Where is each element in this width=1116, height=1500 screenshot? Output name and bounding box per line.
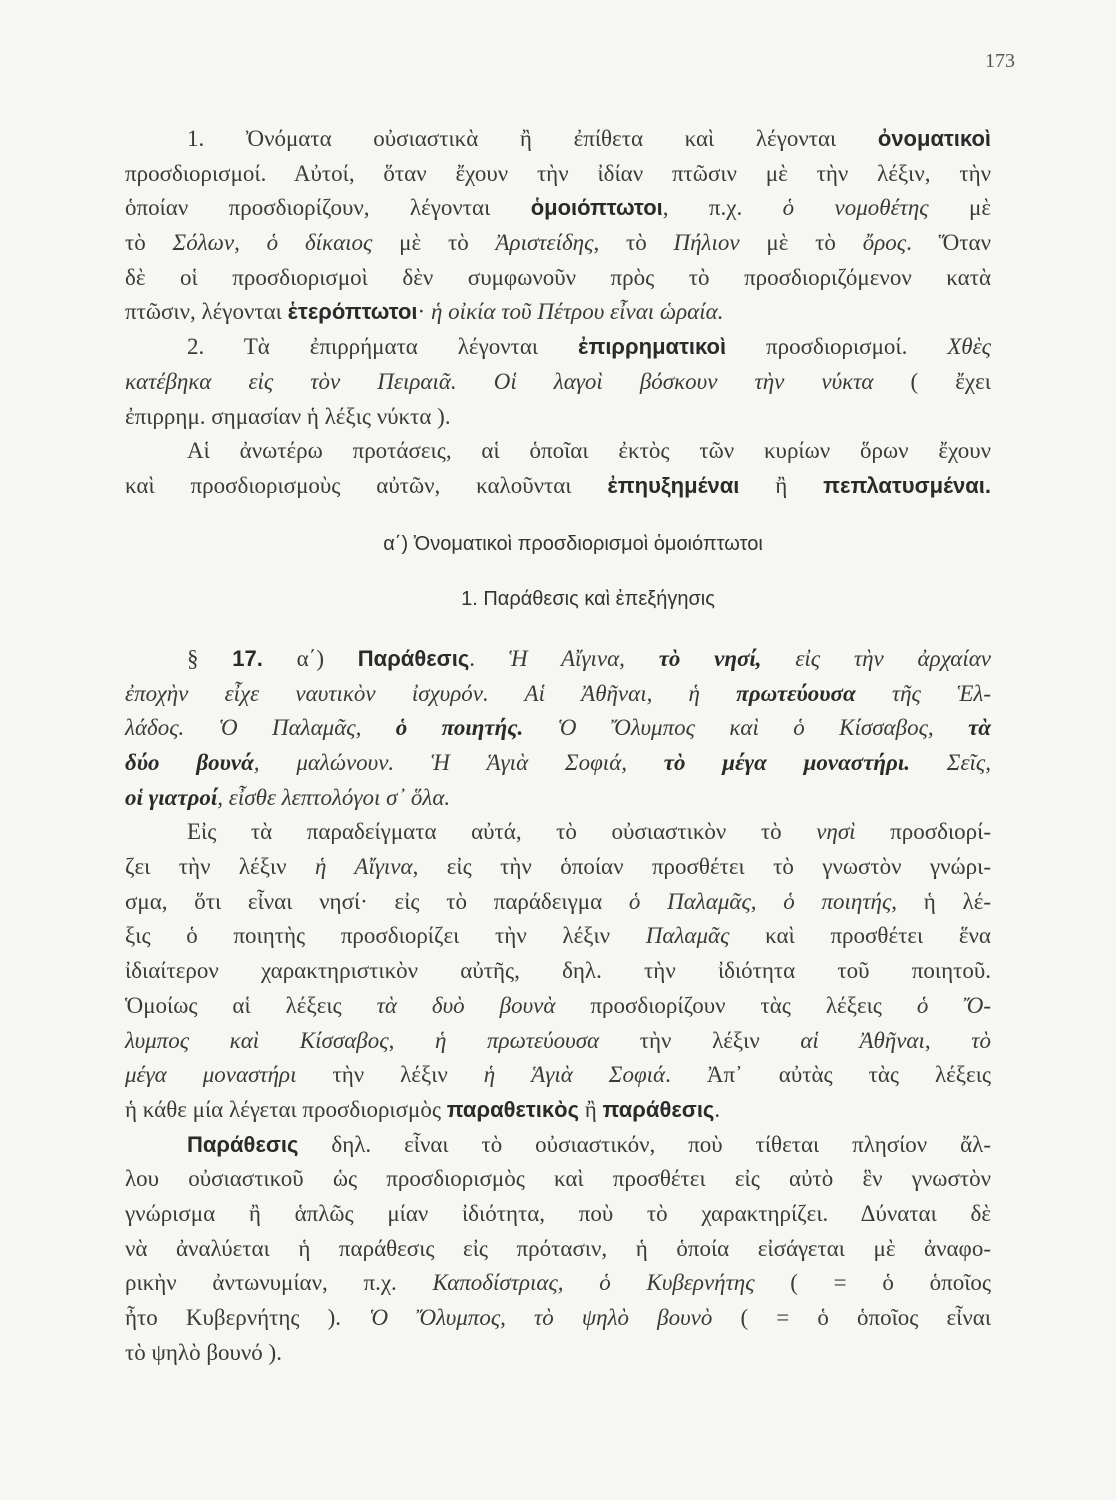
bold-term: οἱ γιατροί — [125, 784, 218, 810]
subsection-heading: 1. Παράθεσις καὶ ἐπεξήγησις — [461, 588, 715, 611]
italic-text: λυμπος καὶ Κίσσαβος — [125, 1027, 389, 1053]
text: . Ἀπ᾽ αὐτὰς τὰς λέξεις — [665, 1062, 992, 1088]
paragraph — [125, 330, 991, 434]
italic-text: Πήλιον — [673, 230, 740, 256]
text: ἦτο Κυβερνήτης ). — [125, 1305, 370, 1330]
text-line — [125, 1024, 991, 1059]
text: , π.χ. — [662, 195, 783, 221]
text-line — [125, 1093, 991, 1128]
text-line — [125, 157, 991, 192]
text-line — [125, 122, 991, 157]
bold-term: τὸ νησί, — [658, 645, 762, 671]
text-line — [125, 1128, 991, 1163]
text-line — [125, 226, 991, 261]
text: δὲ οἱ προσδιορισμοὶ δὲν συμφωνοῦν πρὸς τὸ προσδιοριζόμενον κατὰ — [125, 264, 991, 290]
text: προσδιορίζουν τὰς λέξεις — [555, 992, 917, 1018]
text-line — [125, 677, 991, 712]
text: καὶ προσθέτει ἕνα — [729, 923, 991, 949]
paragraph — [125, 642, 991, 815]
bold-term: ἐπιρρηματικοὶ — [578, 334, 727, 360]
text: ἰδιαίτερον χαρακτηριστικὸν αὐτῆς, δηλ. τὴν ἰδιότητα τοῦ ποιητοῦ. — [125, 958, 991, 984]
text: 2. Τὰ ἐπιρρήματα λέγονται — [187, 334, 579, 360]
text-line — [125, 711, 991, 746]
italic-text: ἡ Ἁγιὰ Σοφιά — [483, 1062, 666, 1088]
bold-term: παράθεσις — [602, 1096, 715, 1122]
italic-text: Σόλων, ὁ δίκαιος — [172, 230, 373, 256]
italic-text: Παλαμᾶς — [645, 923, 730, 949]
text: δηλ. εἶναι τὸ οὐσιαστικόν, ποὺ τίθεται πλησίον ἄλ- — [298, 1131, 991, 1157]
italic-text: Ὁ Ὄλυμπος καὶ ὁ Κίσσαβος, — [523, 715, 969, 741]
text: ὁποίαν προσδιορίζουν, λέγονται — [125, 195, 531, 221]
italic-text: ἡ πρωτεύουσα — [434, 1027, 600, 1053]
bold-term: ὀνοματικοὶ — [877, 126, 991, 151]
text: , ἡ λέ- — [891, 888, 992, 914]
text: ρικὴν ἀντωνυμίαν, π.χ. — [125, 1270, 433, 1296]
text: μὲ — [928, 195, 991, 221]
text: Εἰς τὰ παραδείγματα αὐτά, τὸ οὐσιαστικὸν τὸ — [187, 819, 817, 845]
paragraph — [125, 1128, 991, 1371]
text: προσδιορισμοί. Αὐτοί, ὅταν ἔχουν τὴν ἰδίαν πτῶσιν μὲ τὴν λέξιν, τὴν — [125, 160, 991, 186]
text-line — [125, 1266, 991, 1301]
bold-term: ὁ ποιητής. — [395, 715, 524, 741]
bold-term: Παράθεσις — [187, 1131, 299, 1157]
text: τὴν λέξιν — [296, 1062, 484, 1088]
italic-text: Σεῖς, — [910, 750, 991, 775]
text: μὲ τὸ — [372, 230, 496, 256]
text: καὶ προσδιορισμοὺς αὐτῶν, καλοῦνται — [125, 472, 608, 498]
page-body — [125, 122, 991, 1370]
italic-text: τὸ — [971, 1027, 992, 1053]
italic-text: ὄρος — [862, 230, 907, 256]
text: ( = ὁ ὁποῖος εἶναι — [712, 1305, 992, 1330]
text-line — [125, 642, 991, 677]
italic-text: εἰς τὴν ἀρχαίαν — [761, 645, 991, 671]
italic-text: Καποδίστριας, ὁ Κυβερνήτης — [432, 1270, 755, 1296]
text: προσδιορί- — [855, 819, 991, 845]
text-line — [125, 330, 991, 365]
text: ἡ κάθε μία λέγεται προσδιορισμὸς — [125, 1096, 447, 1122]
text: τὴν λέξιν — [599, 1027, 801, 1053]
text: , τὸ — [593, 230, 674, 256]
text-line — [125, 191, 991, 226]
text: τὸ ψηλὸ βουνό ). — [125, 1339, 282, 1365]
text-line — [125, 1162, 991, 1197]
paragraphs-top — [125, 122, 991, 504]
text-line — [125, 295, 991, 330]
text-line — [125, 1058, 991, 1093]
text: ἢ — [739, 472, 824, 498]
italic-text: ὁ Ὄ- — [916, 992, 992, 1018]
page-number: 173 — [985, 50, 1015, 72]
text-line — [125, 1232, 991, 1267]
text-line — [125, 1301, 991, 1336]
text-line — [125, 400, 991, 435]
italic-text: Ἀριστείδης — [495, 230, 594, 256]
text: ἢ — [579, 1096, 603, 1122]
text: ξις ὁ ποιητὴς προσδιορίζει τὴν λέξιν — [125, 923, 646, 949]
text: πτῶσιν, λέγονται — [125, 299, 288, 325]
bold-term: τὸ μέγα μοναστήρι. — [663, 750, 911, 775]
italic-text: , μαλώνουν. Ἡ Ἁγιὰ Σοφιά, — [253, 750, 664, 775]
text-line — [125, 989, 991, 1024]
bold-term: ἐπηυξημέναι — [607, 472, 740, 498]
text: Ὁμοίως αἱ λέξεις — [125, 992, 377, 1018]
text: 1. Ὀνόματα οὐσιαστικὰ ἢ ἐπίθετα καὶ λέγονται — [187, 126, 878, 151]
text: λου οὐσιαστικοῦ ὡς προσδιορισμὸς καὶ προσθέτει εἰς αὐτὸ ἓν γνωστὸν — [125, 1166, 991, 1192]
italic-text: ἡ οἰκία τοῦ Πέτρου εἶναι ὡραία. — [430, 299, 724, 325]
italic-text: , εἶσθε λεπτολόγοι σ᾽ ὅλα. — [217, 784, 451, 810]
text-line — [125, 815, 991, 850]
bold-term: πεπλατυσμέναι. — [823, 472, 992, 498]
italic-text: νησὶ — [816, 819, 856, 845]
bold-term: τὰ — [968, 715, 991, 741]
text: τὸ — [125, 230, 173, 256]
italic-text: Χθὲς — [947, 334, 991, 360]
text-line — [125, 954, 991, 989]
text: α΄) — [262, 645, 358, 671]
italic-text: τὰ δυὸ βουνὰ — [376, 992, 556, 1018]
bold-term: Παράθεσις — [357, 645, 470, 671]
text: . — [714, 1096, 721, 1122]
text-line — [125, 746, 991, 781]
text: · — [417, 299, 431, 325]
section-heading: α΄) Ὀνοματικοὶ προσδιορισμοὶ ὁμοιόπτωτοι — [383, 532, 763, 555]
text: ( = ὁ ὁποῖος — [754, 1270, 991, 1296]
text-line — [125, 1336, 991, 1371]
paragraphs-bottom — [125, 642, 991, 1370]
text: γνώρισμα ἢ ἁπλῶς μίαν ἰδιότητα, ποὺ τὸ χαρακτηρίζει. Δύναται δὲ — [125, 1200, 991, 1226]
text: . Ὅταν — [906, 230, 991, 256]
text: . — [469, 645, 509, 671]
text: , εἰς τὴν ὁποίαν προσθέτει τὸ γνωστὸν γνώρι- — [412, 854, 991, 880]
text-line — [125, 434, 991, 469]
italic-text: κατέβηκα εἰς τὸν Πειραιᾶ. Οἱ λαγοὶ βόσκουν τὴν νύκτα — [125, 368, 874, 394]
paragraph — [125, 122, 991, 330]
text: μὲ τὸ — [739, 230, 863, 256]
text: προσδιορισμοί. — [726, 334, 948, 360]
text: νὰ ἀναλύεται ἡ παράθεσις εἰς πρότασιν, ἡ ὁποία εἰσάγεται μὲ ἀναφο- — [125, 1235, 991, 1261]
bold-term: ἑτερόπτωτοι — [287, 299, 418, 325]
bold-term: πρωτεύουσα — [736, 680, 856, 706]
italic-text: ἐποχὴν εἶχε ναυτικὸν ἰσχυρόν. Αἱ Ἀθῆναι, ἡ — [125, 680, 737, 706]
text-line — [125, 850, 991, 885]
bold-term: δύο βουνά — [125, 750, 254, 775]
bold-term: ὁμοιόπτωτοι — [530, 195, 663, 221]
italic-text: Ἡ Αἴγινα, — [508, 645, 659, 671]
text: , — [388, 1027, 435, 1053]
italic-text: ὁ Παλαμᾶς, ὁ ποιητής — [628, 888, 892, 914]
italic-text: λάδος. Ὁ Παλαμᾶς, — [125, 715, 396, 741]
italic-text: τῆς Ἑλ- — [855, 680, 991, 706]
text: σμα, ὅτι εἶναι νησί· εἰς τὸ παράδειγμα — [125, 888, 629, 914]
italic-text: αἱ Ἀθῆναι — [800, 1027, 925, 1053]
text: , — [924, 1027, 972, 1053]
text: ἐπιρρημ. σημασίαν ἡ λέξις νύκτα ). — [125, 403, 451, 429]
text-line — [125, 781, 991, 816]
text-line — [125, 365, 991, 400]
text-line — [125, 919, 991, 954]
italic-text: ἡ Αἴγινα — [314, 854, 413, 880]
text: Αἱ ἀνωτέρω προτάσεις, αἱ ὁποῖαι ἐκτὸς τῶν κυρίων ὅρων ἔχουν — [187, 438, 991, 464]
paragraph — [125, 815, 991, 1127]
text: ( ἔχει — [873, 368, 991, 394]
text-line — [125, 261, 991, 296]
paragraph — [125, 434, 991, 503]
text-line — [125, 469, 991, 504]
italic-text: μέγα μοναστήρι — [125, 1062, 297, 1088]
bold-term: 17. — [232, 645, 263, 671]
italic-text: ὁ νομοθέτης — [782, 195, 929, 221]
text-line — [125, 1197, 991, 1232]
italic-text: Ὁ Ὄλυμπος, τὸ ψηλὸ βουνὸ — [369, 1305, 713, 1330]
text: ζει τὴν λέξιν — [125, 854, 315, 880]
bold-term: παραθετικὸς — [446, 1096, 580, 1122]
text: § — [187, 645, 233, 671]
text-line — [125, 885, 991, 920]
